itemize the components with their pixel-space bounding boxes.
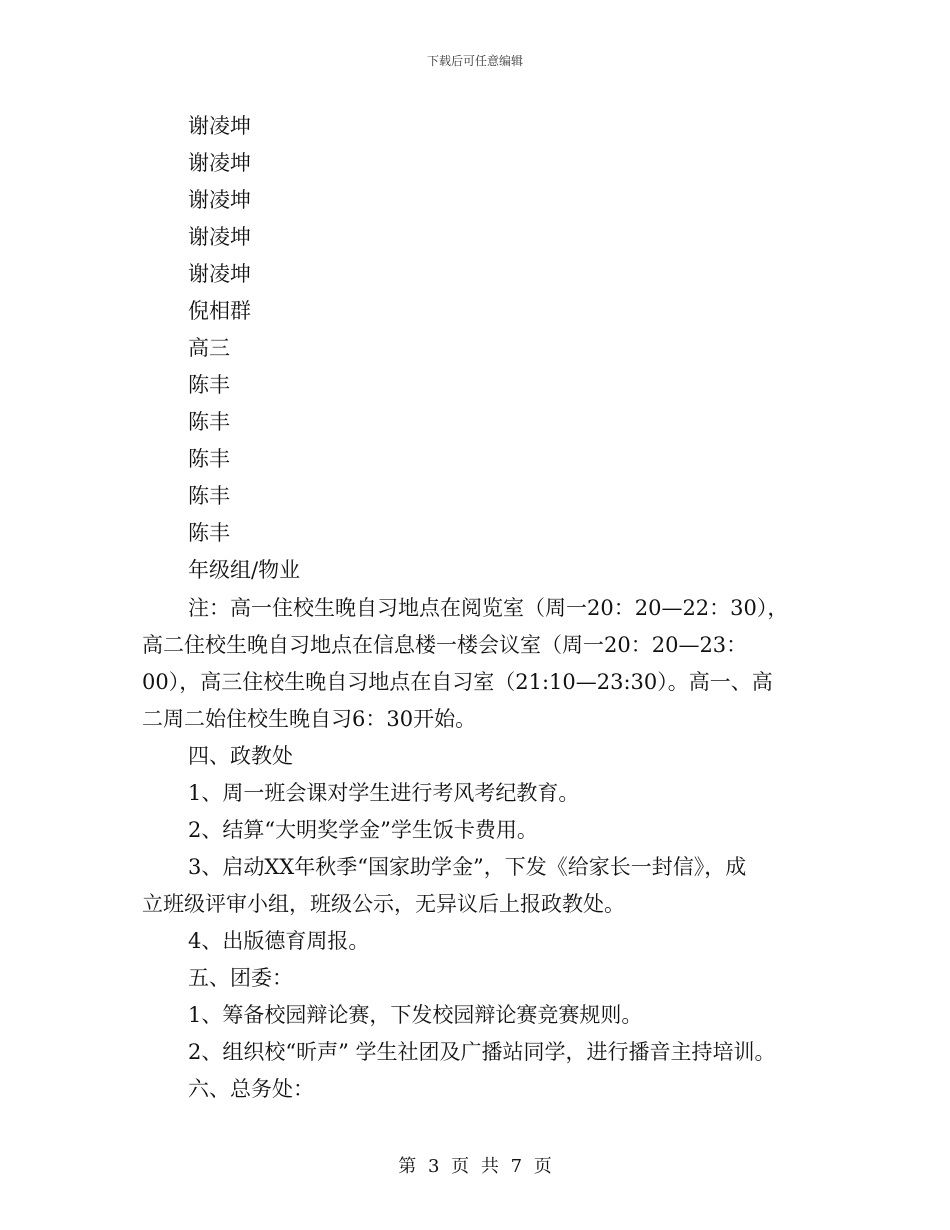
text-line: 陈丰	[188, 410, 230, 434]
section-heading: 六、总务处：	[188, 1077, 314, 1101]
text-line: 立班级评审小组，班级公示，无异议后上报政教处。	[142, 892, 625, 916]
text-line: 陈丰	[188, 373, 230, 397]
text-line: 陈丰	[188, 447, 230, 471]
text-line: 3、启动XX年秋季“国家助学金”，下发《给家长一封信》，成	[188, 855, 747, 879]
text-line: 二周二始住校生晚自习6：30开始。	[142, 707, 477, 731]
text-line: 谢凌坤	[188, 151, 251, 175]
text-line: 4、出版德育周报。	[188, 929, 370, 953]
text-line: 谢凌坤	[188, 262, 251, 286]
text-line: 2、结算“大明奖学金”学生饭卡费用。	[188, 818, 538, 842]
section-heading: 五、团委：	[188, 966, 293, 990]
section-heading: 四、政教处	[188, 744, 293, 768]
page-header: 下载后可任意编辑	[426, 54, 523, 68]
text-line: 陈丰	[188, 484, 230, 508]
text-line: 倪相群	[188, 299, 251, 323]
text-line: 谢凌坤	[188, 114, 251, 138]
text-line: 高二住校生晚自习地点在信息楼一楼会议室（周一20：20—23：	[142, 633, 748, 657]
text-line: 00），高三住校生晚自习地点在自习室（21:10—23:30）。高一、高	[142, 670, 773, 694]
text-line: 年级组/物业	[188, 558, 301, 582]
text-line: 2、组织校“昕声” 学生社团及广播站同学，进行播音主持培训。	[188, 1040, 776, 1064]
text-line: 高三	[188, 336, 230, 360]
text-line: 谢凌坤	[188, 188, 251, 212]
text-line: 1、筹备校园辩论赛，下发校园辩论赛竞赛规则。	[188, 1003, 643, 1027]
page-footer: 第 3 页 共 7 页	[398, 1156, 552, 1177]
text-line: 陈丰	[188, 521, 230, 545]
text-line: 注：高一住校生晚自习地点在阅览室（周一20：20—22：30），	[188, 596, 789, 620]
text-line: 1、周一班会课对学生进行考风考纪教育。	[188, 781, 580, 805]
text-line: 谢凌坤	[188, 225, 251, 249]
